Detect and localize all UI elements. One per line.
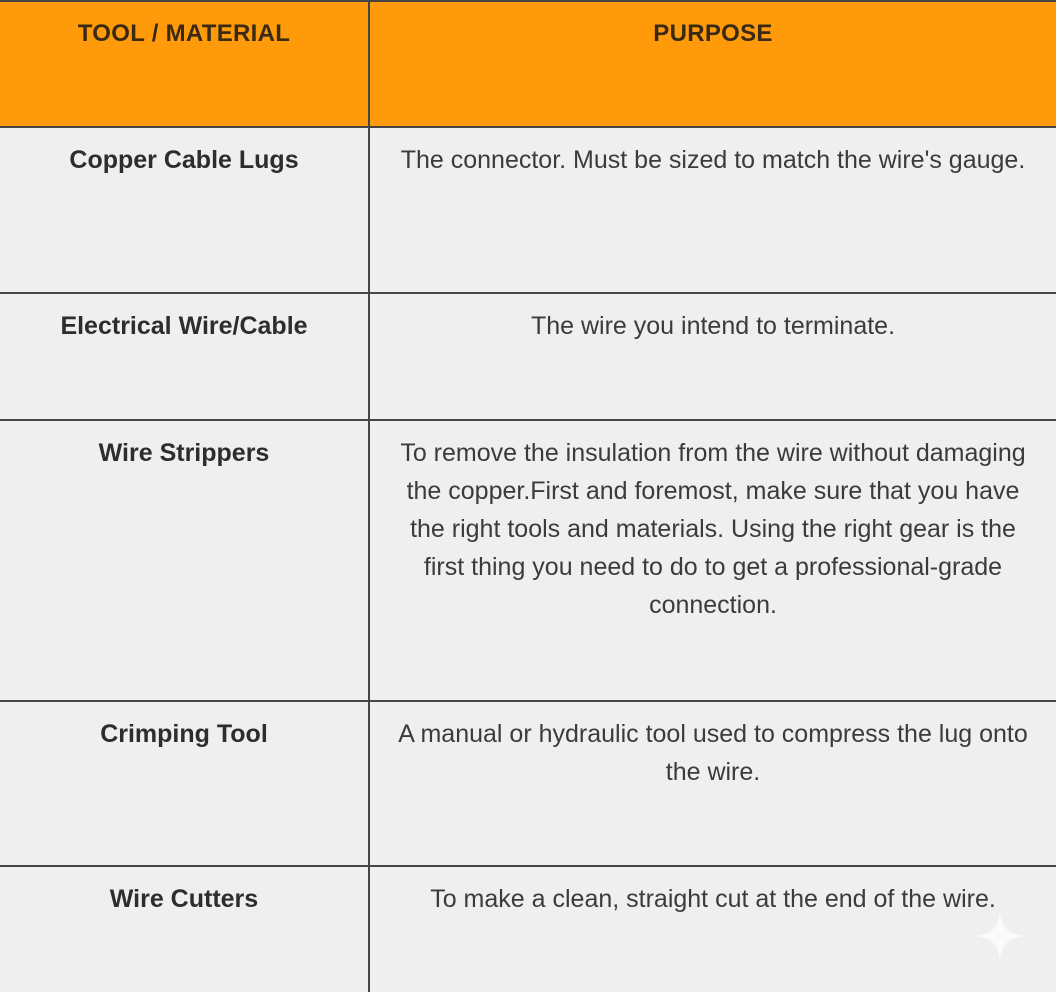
tool-name: Crimping Tool — [0, 702, 370, 865]
tool-purpose: To make a clean, straight cut at the end of the wire. — [430, 885, 996, 913]
table-header-row — [0, 0, 1056, 128]
tool-purpose: A manual or hydraulic tool used to compress the lug onto the wire. — [398, 720, 1028, 786]
table-row — [0, 702, 1056, 867]
tool-name: Electrical Wire/Cable — [0, 294, 370, 419]
tool-name: Wire Strippers — [0, 421, 370, 700]
table-row — [0, 867, 1056, 992]
tool-purpose: The wire you intend to terminate. — [530, 312, 896, 340]
table-row — [0, 128, 1056, 294]
header-purpose: PURPOSE — [653, 20, 773, 47]
table-row — [0, 421, 1056, 702]
tool-purpose: To remove the insulation from the wire without damaging the copper.First and foremost, make sure that you have the right tools and materials. Using the right gear is the first thing you need to do to get a professional-grade connection. — [400, 439, 1026, 619]
table-row — [0, 294, 1056, 421]
tool-purpose: The connector. Must be sized to match the wire's gauge. — [400, 146, 1026, 174]
tool-name: Wire Cutters — [0, 867, 370, 992]
header-tool-material: TOOL / MATERIAL — [0, 2, 370, 126]
tool-name: Copper Cable Lugs — [0, 128, 370, 292]
sparkle-icon — [974, 910, 1026, 962]
